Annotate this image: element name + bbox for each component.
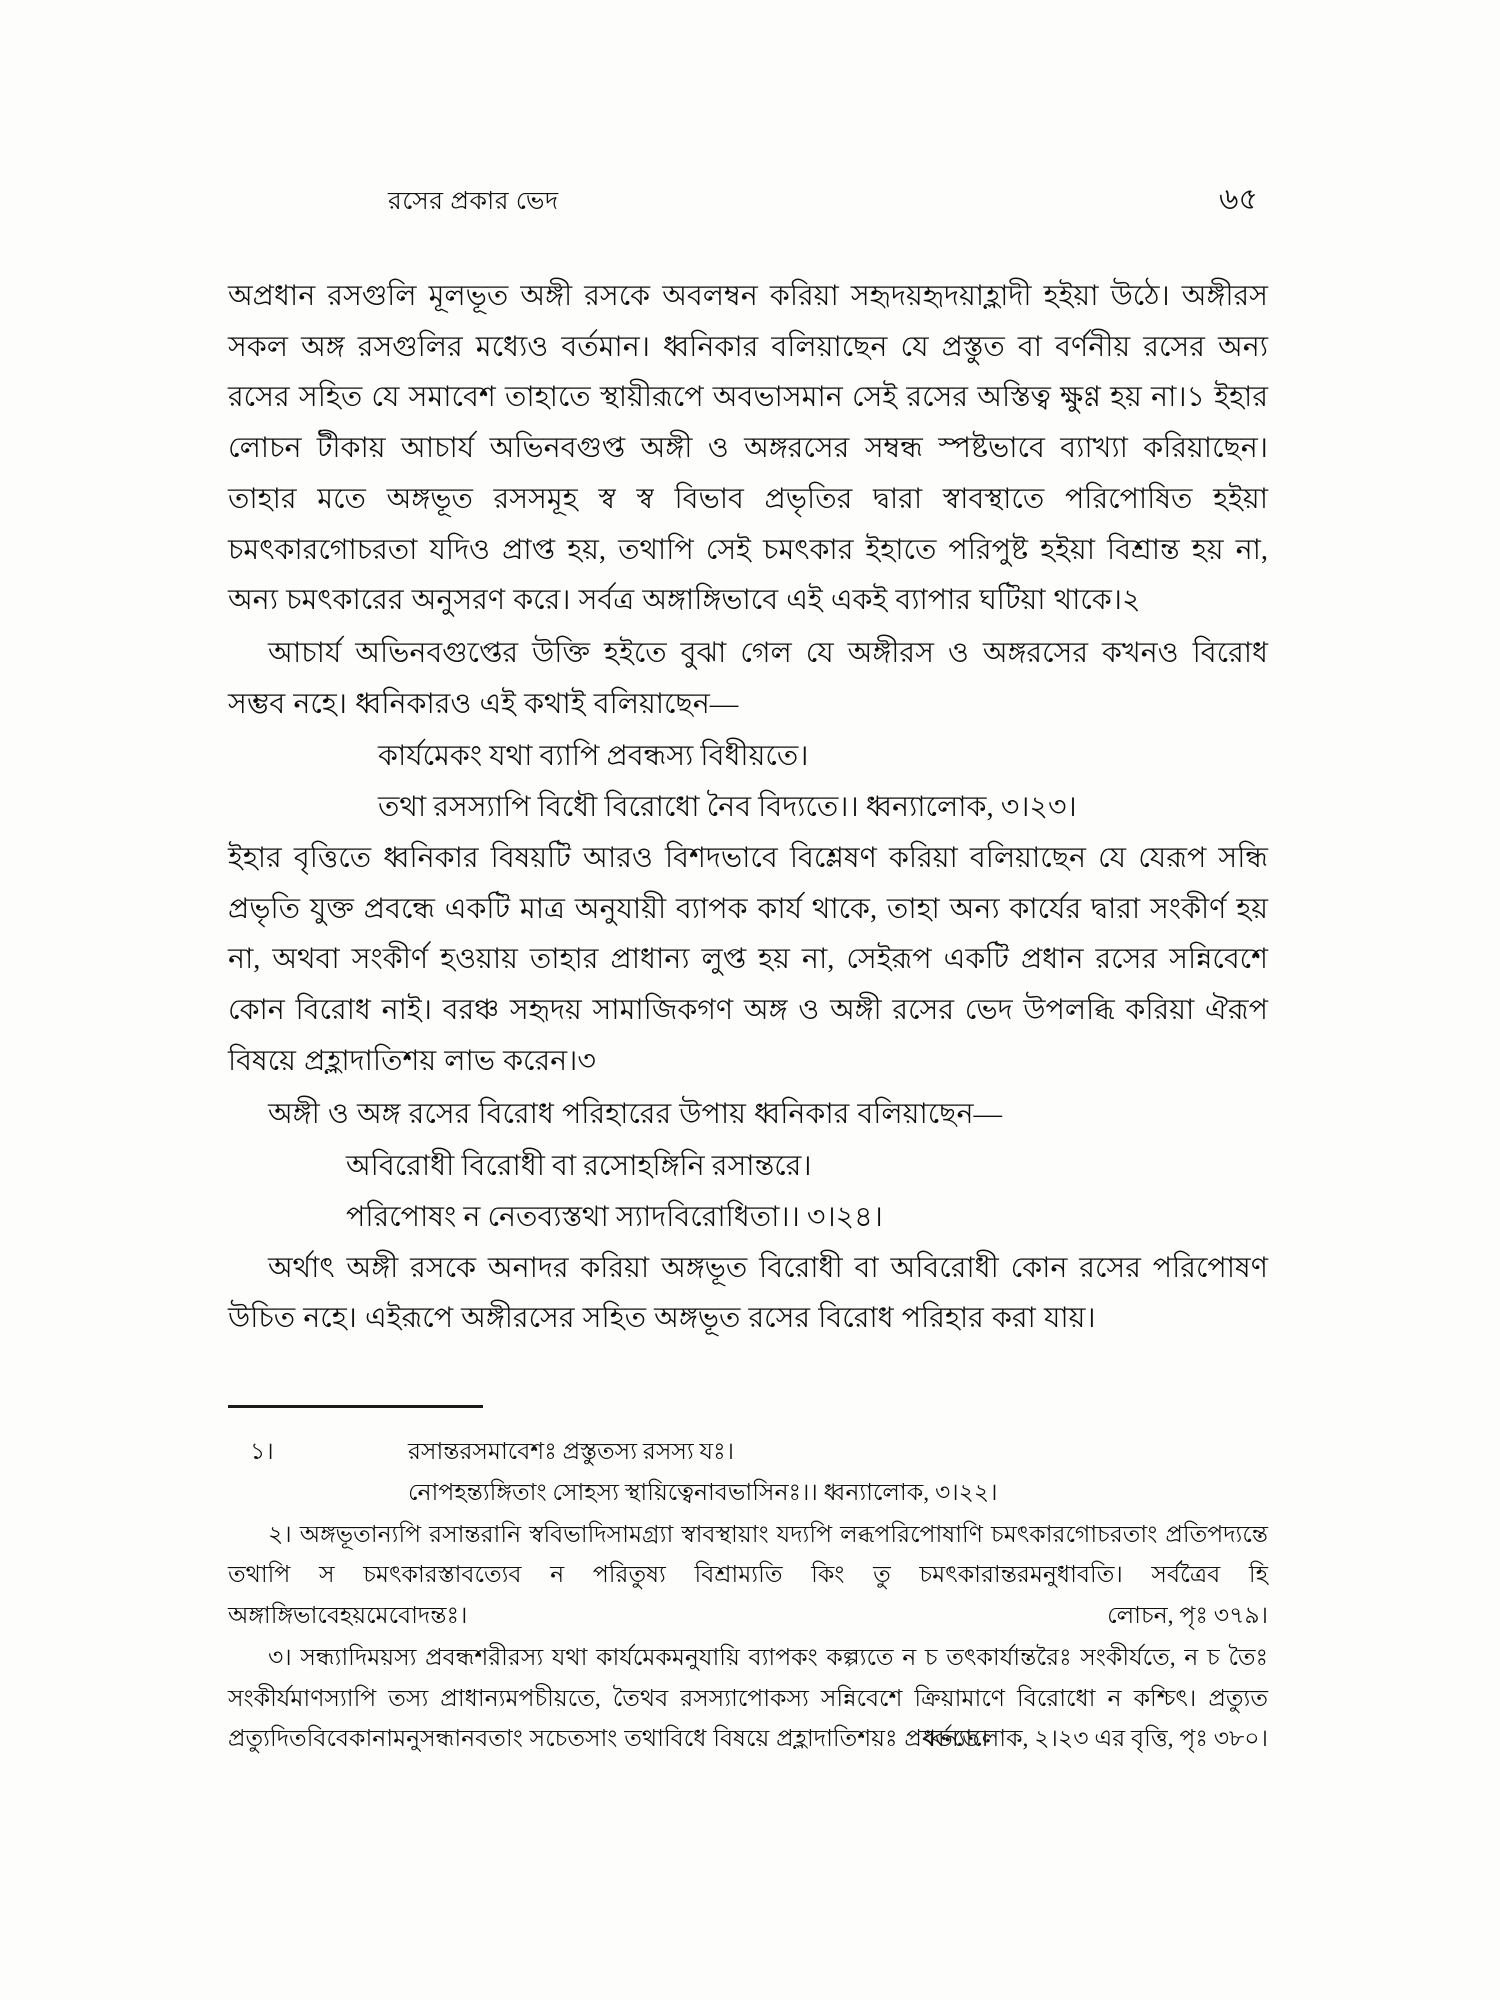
paragraph-3: ইহার বৃত্তিতে ধ্বনিকার বিষয়টি আরও বিশদভাবে বিশ্লেষণ করিয়া বলিয়াছেন যে যেরূপ সন্ধি প্রভৃতি যুক্ত প্রবন্ধে একটি মাত্র অনুযায়ী ব্যাপক কার্য থাকে, তাহা অন্য কার্যের দ্বারা সংকীর্ণ হয় না, অথবা সংকীর্ণ হওয়ায় তাহার প্রাধান্য লুপ্ত হয় না, সেইরূপ একটি প্রধান রসের সন্নিবেশে কোন বিরোধ নাই। বরঞ্চ সহৃদয় সামাজিকগণ অঙ্গ ও অঙ্গী রসের ভেদ উপলব্ধি করিয়া ঐরূপ বিষয়ে প্রহ্লাদাতিশয় লাভ করেন।৩: [228, 842, 1268, 1077]
footnote-1-marker-blank: [228, 1473, 408, 1513]
verse-line-4: পরিপোষং ন নেতব্যস্তথা স্যাদবিরোধিতা।। ৩।২৪।: [346, 1201, 883, 1233]
footnote-separator: [228, 1405, 483, 1408]
footnote-2-text: ২। অঙ্গভূতান্যপি রসান্তরানি স্ববিভাদিসামগ্র্যা স্বাবস্থায়াং যদ্যপি লব্ধপরিপোষাণি চমৎকারগোচরতাং প্রতিপদ্যন্তে তথাপি স চমৎকারস্তাবত্যেব ন পরিতুষ্য বিশ্রাম্যতি কিং তু চমৎকারান্তরমনুধাবতি। সর্বত্রৈব হি অঙ্গাঙ্গিভাবেহয়মেবোদন্তঃ।: [228, 1521, 1268, 1629]
page-number: ৬৫: [1219, 183, 1258, 216]
paragraph-4: অঙ্গী ও অঙ্গ রসের বিরোধ পরিহারের উপায় ধ্বনিকার বলিয়াছেন—: [268, 1098, 1002, 1130]
verse-line-2: তথা রসস্যাপি বিধৌ বিরোধো নৈব বিদ্যতে।। ধ্বন্যালোক, ৩।২৩।: [378, 792, 1077, 824]
footnote-3: [228, 1638, 1268, 1759]
footnotes-block: [228, 1432, 1268, 1759]
footnote-3-text: ৩। সন্ধ্যাদিময়স্য প্রবন্ধশরীরস্য যথা কার্যমেকমনুযায়ি ব্যাপকং কল্প্যতে ন চ তৎকার্যান্তরৈঃ সংকীর্যতে, ন চ তৈঃ সংকীর্যমাণস্যাপি তস্য প্রাধান্যমপচীয়তে, তৈথব রসস্যাপোকস্য সন্নিবেশে ক্রিয়ামাণে বিরোধো ন কশ্চিৎ। প্রত্যুত প্রত্যুদিতবিবেকানামনুসন্ধানবতাং সচেতসাং তথাবিধে বিষয়ে প্রহ্লাদাতিশয়ঃ প্রবর্ততে।: [228, 1645, 1268, 1752]
footnote-1-line-2: নোপহন্ত্যঙ্গিতাং সোহস্য স্থায়িত্বেনাবভাসিনঃ।। ধ্বন্যালোক, ৩।২২।: [408, 1479, 998, 1506]
footnote-1-marker: ১।: [250, 1439, 274, 1466]
footnote-2-source: লোচন, পৃঃ ৩৭৯।: [1107, 1602, 1268, 1629]
footnote-2: [228, 1515, 1268, 1636]
running-head: [228, 175, 1268, 226]
footnote-1: [228, 1432, 1268, 1513]
paragraph-2: আচার্য অভিনবগুপ্তের উক্তি হইতে বুঝা গেল যে অঙ্গীরস ও অঙ্গরসের কখনও বিরোধ সম্ভব নহে। ধ্বনিকারও এই কথাই বলিয়াছেন—: [228, 638, 1268, 720]
paragraph-1: অপ্রধান রসগুলি মূলভূত অঙ্গী রসকে অবলম্বন করিয়া সহৃদয়হৃদয়াহ্লাদী হইয়া উঠে। অঙ্গীরস সকল অঙ্গ রসগুলির মধ্যেও বর্তমান। ধ্বনিকার বলিয়াছেন যে প্রস্তুত বা বর্ণনীয় রসের অন্য রসের সহিত যে সমাবেশ তাহাতে স্থায়ীরূপে অবভাসমান সেই রসের অস্তিত্ব ক্ষুণ্ণ হয় না।১ ইহার লোচন টীকায় আচার্য অভিনবগুপ্ত অঙ্গী ও অঙ্গরসের সম্বন্ধ স্পষ্টভাবে ব্যাখ্যা করিয়াছেন। তাহার মতে অঙ্গভূত রসসমূহ স্ব স্ব বিভাব প্রভৃতির দ্বারা স্বাবস্থাতে পরিপোষিত হইয়া চমৎকারগোচরতা যদিও প্রাপ্ত হয়, তথাপি সেই চমৎকার ইহাতে পরিপুষ্ট হইয়া বিশ্রান্ত হয় না, অন্য চমৎকারের অনুসরণ করে। সর্বত্র অঙ্গাঙ্গিভাবে এই একই ব্যাপার ঘটিয়া থাকে।২: [228, 281, 1268, 617]
page-content: [228, 175, 1268, 1761]
verse-line-3: অবিরোধী বিরোধী বা রসোহঙ্গিনি রসান্তরে।: [346, 1151, 812, 1183]
footnote-3-source: ধ্বন্যালোক, ২।২৩ এর বৃত্তি, পৃঃ ৩৮০।: [923, 1725, 1268, 1752]
verse-line-1: কার্যমেকং যথা ব্যাপি প্রবন্ধস্য বিধীয়তে।: [378, 741, 809, 773]
footnote-1-line-1: রসান্তরসমাবেশঃ প্রস্তুতস্য রসস্য যঃ।: [408, 1439, 735, 1466]
paragraph-5: অর্থাৎ অঙ্গী রসকে অনাদর করিয়া অঙ্গভূত বিরোধী বা অবিরোধী কোন রসের পরিপোষণ উচিত নহে। এইরূপে অঙ্গীরসের সহিত অঙ্গভূত রসের বিরোধ পরিহার করা যায়।: [228, 1252, 1268, 1335]
running-head-title: রসের প্রকার ভেদ: [388, 188, 559, 215]
